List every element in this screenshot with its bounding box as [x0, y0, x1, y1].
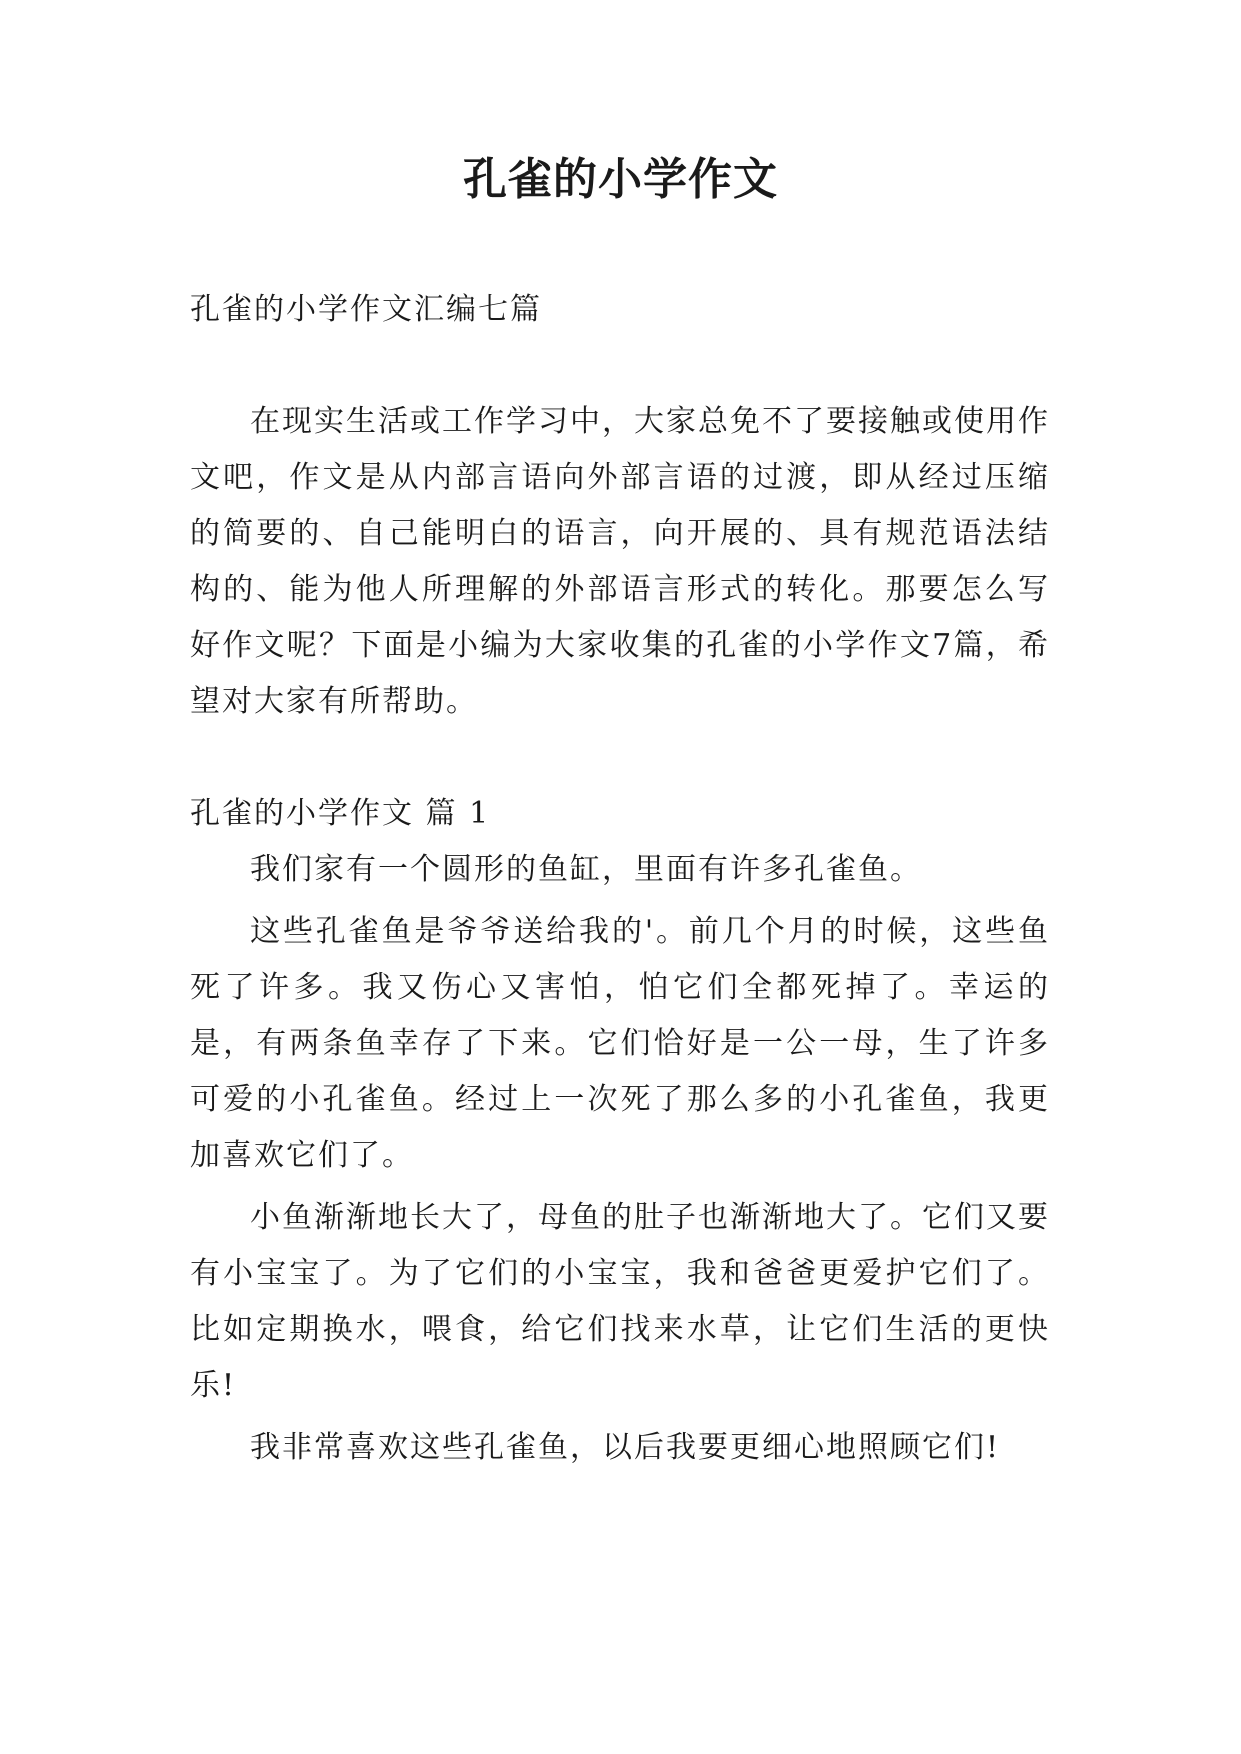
- body-paragraph: 小鱼渐渐地长大了，母鱼的肚子也渐渐地大了。它们又要有小宝宝了。为了它们的小宝宝，我和爸爸更爱护它们了。比如定期换水，喂食，给它们找来水草，让它们生活的更快乐!: [190, 1200, 1050, 1403]
- section-heading: 孔雀的小学作文 篇 1: [190, 796, 491, 831]
- document-body: [190, 282, 1050, 1476]
- document-title: 孔雀的小学作文: [463, 154, 778, 205]
- document-subtitle: 孔雀的小学作文汇编七篇: [190, 292, 542, 327]
- body-paragraph: 我非常喜欢这些孔雀鱼，以后我要更细心地照顾它们!: [250, 1430, 1001, 1465]
- body-paragraph: 这些孔雀鱼是爷爷送给我的'。前几个月的时候，这些鱼死了许多。我又伤心又害怕，怕它们全都死掉了。幸运的是，有两条鱼幸存了下来。它们恰好是一公一母，生了许多可爱的小孔雀鱼。经过上一次死了那么多的小孔雀鱼，我更加喜欢它们了。: [190, 914, 1050, 1173]
- intro-paragraph: 在现实生活或工作学习中，大家总免不了要接触或使用作文吧，作文是从内部言语向外部言语的过渡，即从经过压缩的简要的、自己能明白的语言，向开展的、具有规范语法结构的、能为他人所理解的外部语言形式的转化。那要怎么写好作文呢？下面是小编为大家收集的孔雀的小学作文7篇，希望对大家有所帮助。: [190, 404, 1050, 719]
- body-paragraph: 我们家有一个圆形的鱼缸，里面有许多孔雀鱼。: [250, 852, 922, 887]
